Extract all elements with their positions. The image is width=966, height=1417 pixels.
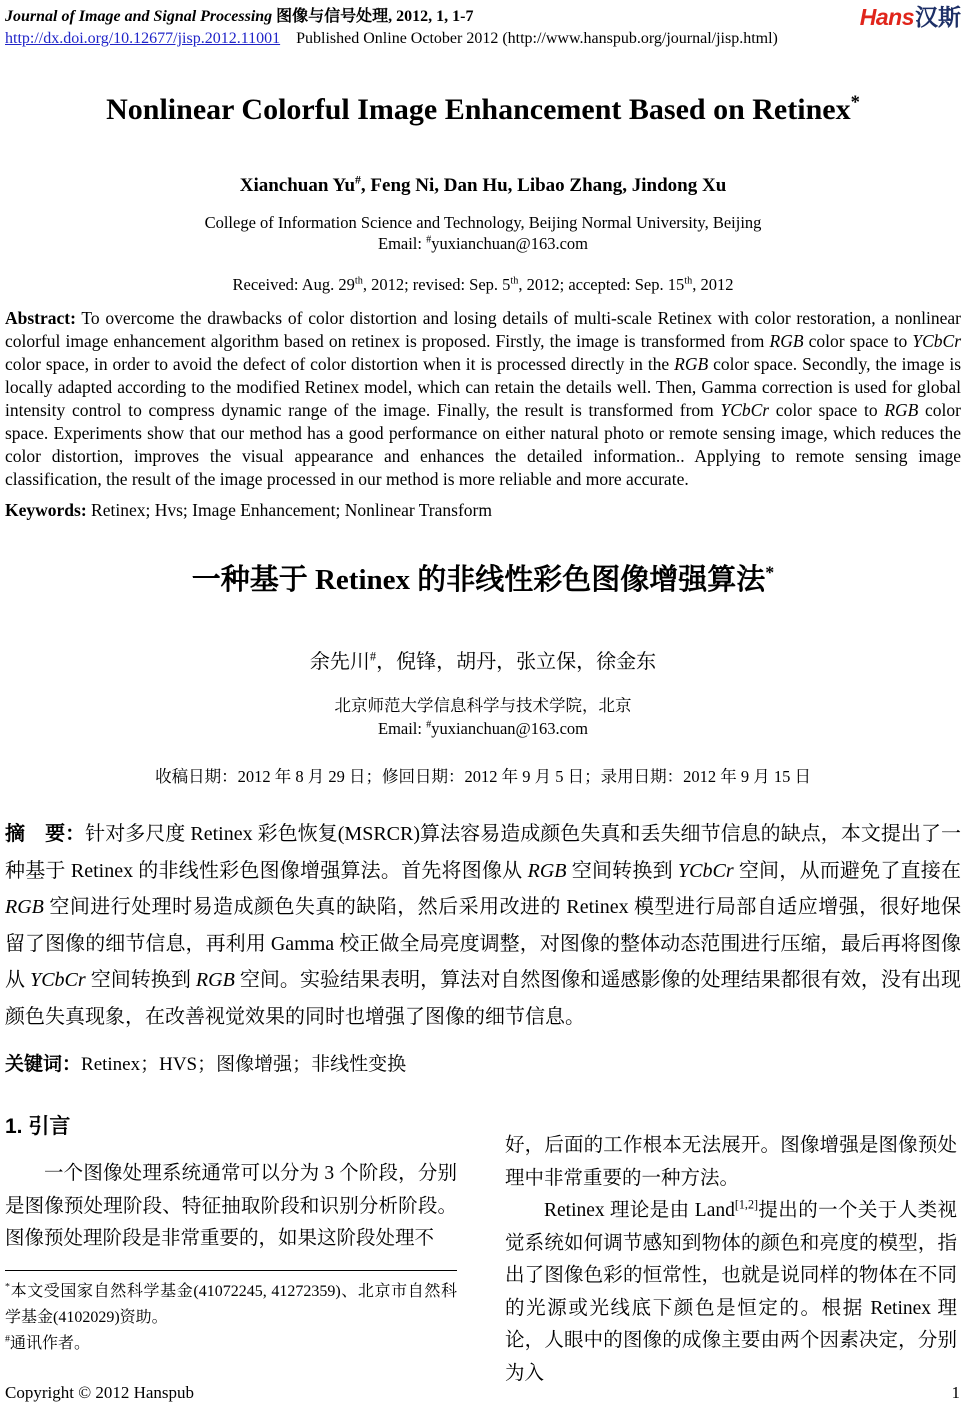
authors-line-zh <box>5 648 961 676</box>
text-segment: Email: <box>377 719 427 738</box>
text-segment: # <box>355 173 361 187</box>
text-segment: Email: <box>377 234 427 253</box>
affiliation-zh: 北京师范大学信息科学与技术学院，北京 <box>334 696 632 715</box>
text-segment: th <box>684 275 693 287</box>
text-segment: 图像与信号处理, 2012, 1, 1-7 <box>272 8 474 25</box>
text-segment: # <box>369 649 377 664</box>
text-segment: 针对多尺度 Retinex 彩色恢复(MSRCR)算法容易造成颜色失真和丢失细节信息的缺点，本文提出了一种基于 Retinex 的非线性彩色图像增强算法。首先将图像从 <box>5 823 962 882</box>
section-heading-introduction: 1. 引言 <box>5 1115 71 1138</box>
text-segment: Xianchuan Yu <box>239 175 356 196</box>
affiliation-en: College of Information Science and Technology, Beijing Normal University, Beijing <box>204 213 762 232</box>
text-segment: RGB <box>527 859 567 882</box>
text-segment: 空间转换到 <box>85 969 196 991</box>
hans-logo <box>860 6 961 28</box>
two-column-body <box>5 1108 961 1390</box>
email-line-zh <box>5 717 961 740</box>
text-segment: 空间进行处理时易造成颜色失真的缺陷，然后采用改进的 Retinex 模型进行局部自适应增强，很好地保留了图像的细节信息，再利用 Gamma 校正做全局亮度调整，对图像的整体动态范围进行压缩，最后再将图像从 <box>5 896 961 991</box>
footnote-corresponding-author <box>5 1331 457 1357</box>
text-segment: YCbCr <box>912 331 962 351</box>
text-segment: th <box>510 275 519 287</box>
intro-paragraph-right-2 <box>505 1195 957 1390</box>
text-segment: YCbCr <box>720 400 770 420</box>
text-segment: # <box>426 234 432 246</box>
text-segment: Nonlinear Colorful Image Enhancement Based on Retinex <box>106 93 851 126</box>
keywords-line-zh <box>5 1051 961 1078</box>
text-segment: # <box>426 719 432 731</box>
authors-line-en <box>5 174 961 198</box>
affiliation-block-en <box>5 212 961 254</box>
text-segment: 提出的一个关于人类视觉系统如何调节感知到物体的颜色和亮度的模型，指出了图像色彩的恒常性，也就是说同样的物体在不同的光源或光线底下颜色是恒定的。根据 Retinex 理论，人眼中的图像的成像主要由两个因素决定，分别为入 <box>505 1200 957 1384</box>
text-segment: color space, in order to avoid the defect of color distortion when it is processed directly in the <box>5 354 675 374</box>
text-segment: 空间。实验结果表明，算法对自然图像和遥感影像的处理结果都很有效，没有出现颜色失真现象，在改善视觉效果的同时也增强了图像的细节信息。 <box>5 969 962 1028</box>
text-segment: color space. Experiments show that our method has a good performance on either natural photo or remote sensing image, which reduces the color distortion, improves the visual appearance and enhances the detailed information.. Applying to remote sensing image classification, the result of the image processed in our method is more reliable and more accurate. <box>5 400 961 489</box>
email-line-en <box>5 233 961 254</box>
text-segment: 关键词： <box>5 1054 82 1075</box>
text-segment: 摘 要： <box>5 823 86 845</box>
abstract-paragraph-en <box>5 307 961 491</box>
abstract-paragraph-zh <box>5 816 961 1035</box>
journal-line <box>5 6 474 27</box>
right-column <box>505 1108 957 1390</box>
keywords-line-en <box>5 499 961 522</box>
text-segment: ，倪锋，胡丹，张立保，徐金东 <box>376 651 657 673</box>
hans-logo-en: Hans <box>859 4 914 30</box>
text-segment: 通讯作者。 <box>9 1334 90 1352</box>
text-segment: RGB <box>769 331 804 351</box>
text-segment: YCbCr <box>30 969 86 991</box>
text-segment: Received: Aug. 29 <box>232 275 355 294</box>
text-segment: , 2012; accepted: Sep. 15 <box>518 275 685 294</box>
footnote-funding <box>5 1279 457 1331</box>
text-segment: * <box>5 1281 10 1293</box>
published-online-text: Published Online October 2012 (http://www.hanspub.org/journal/jisp.html) <box>280 30 778 47</box>
text-segment: color space to <box>769 400 885 420</box>
text-segment: Retinex 理论是由 Land <box>544 1200 735 1221</box>
text-segment: yuxianchuan@163.com <box>431 719 589 738</box>
footer-page-number: 1 <box>951 1383 960 1402</box>
text-segment: yuxianchuan@163.com <box>431 234 589 253</box>
received-line-en <box>5 274 961 295</box>
text-segment: 本文受国家自然科学基金(41072245, 41272359)、北京市自然科学基金(4102029)资助。 <box>5 1282 457 1326</box>
text-segment: th <box>354 275 363 287</box>
page-header <box>5 6 961 28</box>
text-segment: color space. Secondly, the image is locally adapted according to the modified Retinex model, which can retain the details well. Then, Gamma correction is used for global intensity control to compress dynamic range of the image. Finally, the result is transformed from <box>5 354 961 420</box>
paper-title-en <box>5 90 961 130</box>
text-segment: 一种基于 Retinex 的非线性彩色图像增强算法 <box>191 564 766 596</box>
paper-title-zh <box>5 558 961 602</box>
text-segment: # <box>5 1333 10 1345</box>
text-segment: * <box>850 92 860 113</box>
text-segment: YCbCr <box>678 859 734 882</box>
text-segment: RGB <box>884 400 919 420</box>
text-segment: Keywords: <box>5 500 87 520</box>
text-segment: , 2012 <box>692 275 734 294</box>
text-segment: RGB <box>5 896 44 918</box>
text-segment: 空间转换到 <box>566 859 679 882</box>
text-segment: Retinex；HVS；图像增强；非线性变换 <box>81 1054 407 1075</box>
text-segment: RGB <box>195 969 235 991</box>
text-segment: , Feng Ni, Dan Hu, Libao Zhang, Jindong Xu <box>360 175 727 196</box>
doi-link[interactable]: http://dx.doi.org/10.12677/jisp.2012.11001 <box>5 30 281 47</box>
page-footer <box>5 1383 960 1403</box>
text-segment: 空间，从而避免了直接在 <box>733 859 962 882</box>
text-segment: To overcome the drawbacks of color distortion and losing details of multi-scale Retinex with color restoration, a nonlinear colorful image enhancement algorithm based on retinex is proposed. Firstly, the image is transformed from <box>5 308 961 351</box>
text-segment: , 2012; revised: Sep. 5 <box>362 275 511 294</box>
received-line-zh: 收稿日期：2012 年 8 月 29 日；修回日期：2012 年 9 月 5 日；录用日期：2012 年 9 月 15 日 <box>155 767 811 786</box>
text-segment: [1,2] <box>734 1197 759 1212</box>
text-segment: RGB <box>674 354 709 374</box>
doi-line <box>5 28 961 50</box>
text-segment: color space to <box>803 331 913 351</box>
intro-paragraph-right-1: 好，后面的工作根本无法展开。图像增强是图像预处理中非常重要的一种方法。 <box>505 1135 957 1189</box>
text-segment: Abstract: <box>5 308 76 328</box>
footnote-block <box>5 1270 457 1357</box>
text-segment: Retinex; Hvs; Image Enhancement; Nonlinear Transform <box>86 500 492 520</box>
text-segment: 余先川 <box>309 651 370 673</box>
text-segment: Journal of Image and Signal Processing <box>5 8 273 25</box>
intro-paragraph-left: 一个图像处理系统通常可以分为 3 个阶段，分别是图像预处理阶段、特征抽取阶段和识别分析阶段。图像预处理阶段是非常重要的，如果这阶段处理不 <box>5 1163 457 1249</box>
footer-copyright: Copyright © 2012 Hanspub <box>5 1383 195 1402</box>
text-segment: * <box>765 562 775 583</box>
affiliation-block-zh <box>5 694 961 740</box>
hans-logo-zh: 汉斯 <box>915 4 961 30</box>
left-column <box>5 1108 457 1390</box>
